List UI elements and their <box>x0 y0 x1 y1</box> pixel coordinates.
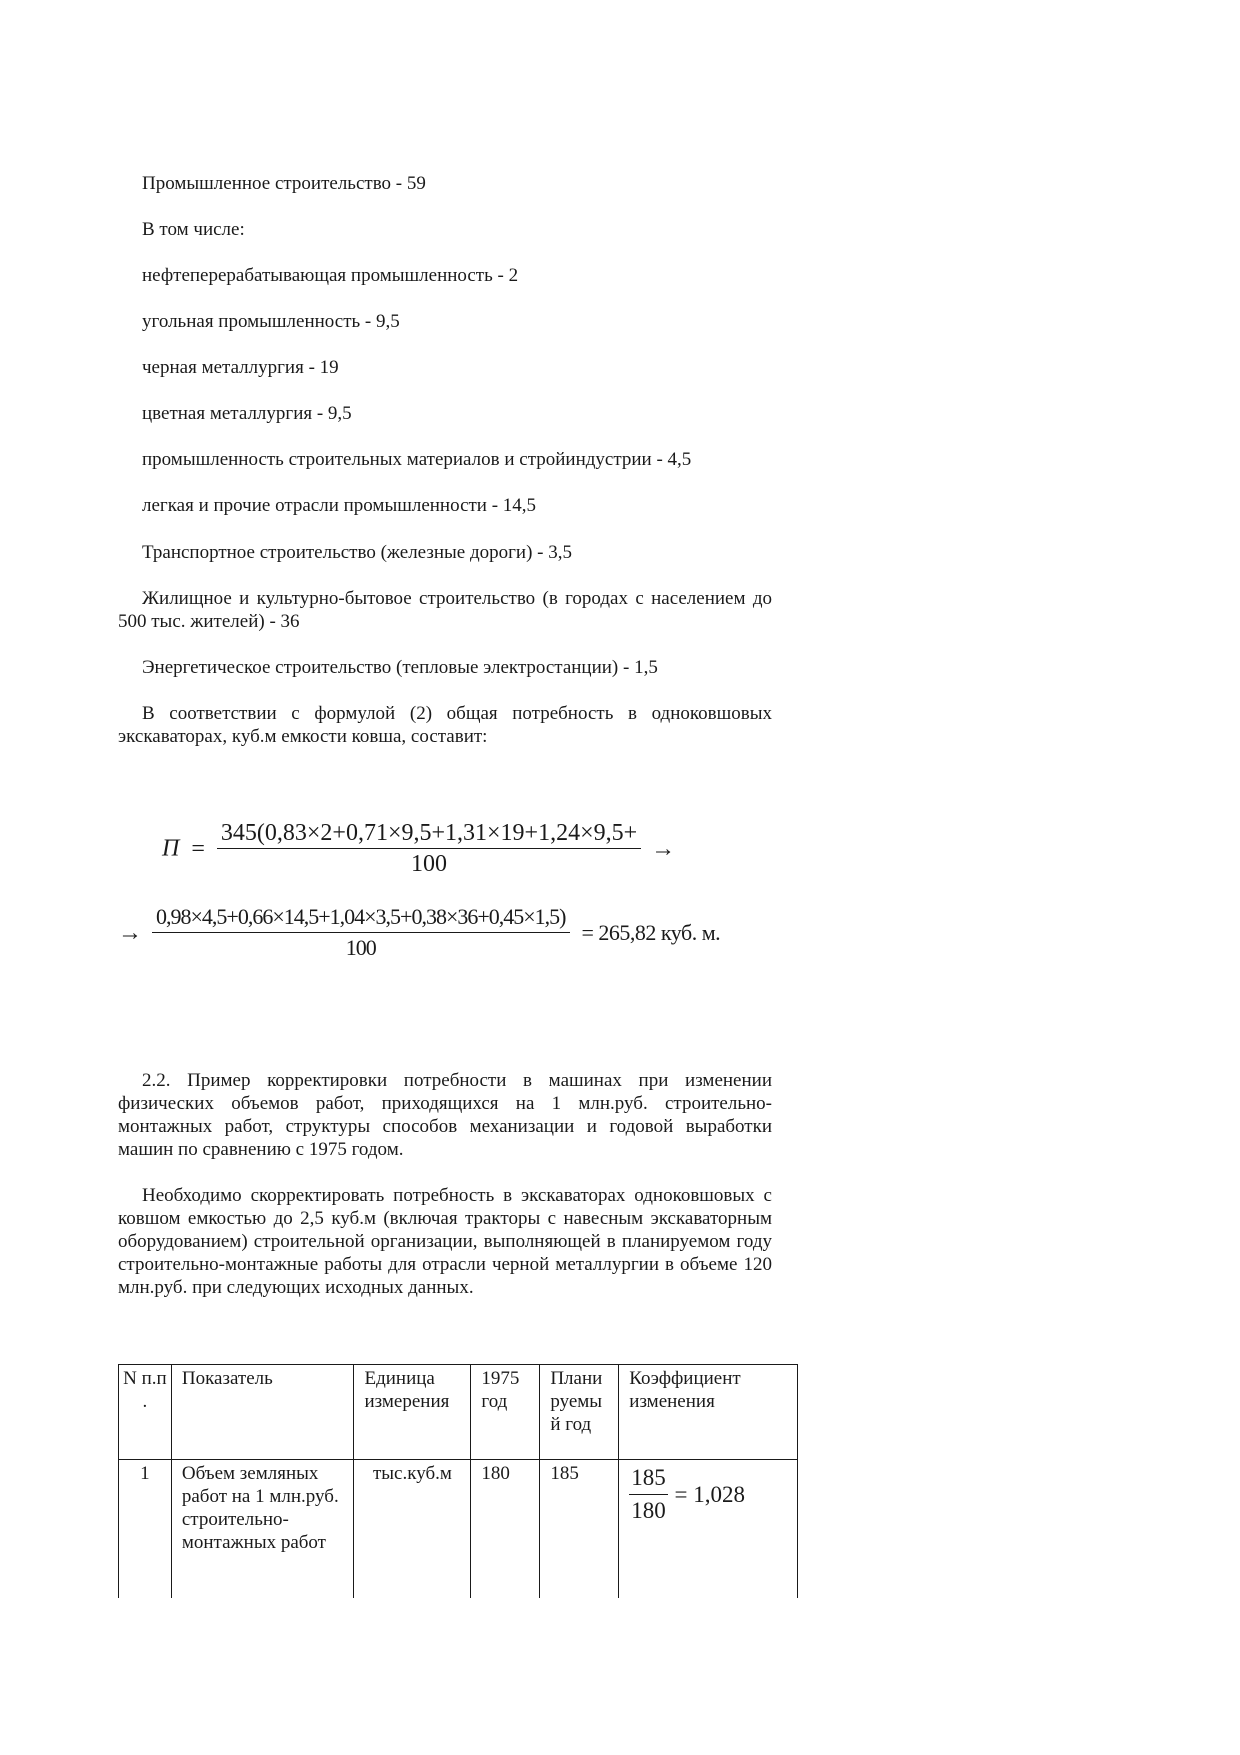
formula-fraction-2 <box>152 902 570 963</box>
formula-line-1 <box>162 818 675 879</box>
header-unit: Единица измерения <box>354 1365 471 1460</box>
formula-fraction-1 <box>217 818 641 879</box>
cell-planned: 185 <box>540 1460 619 1598</box>
formula-line-2 <box>118 902 720 963</box>
table-header-row <box>119 1365 798 1460</box>
coefficient-denominator: 180 <box>629 1494 668 1527</box>
formula-result: = 265,82 куб. м. <box>581 919 721 945</box>
paragraph-energy: Энергетическое строительство (тепловые электростанции) - 1,5 <box>142 657 658 678</box>
paragraph-nonferrous-metallurgy: цветная металлургия - 9,5 <box>142 403 352 424</box>
paragraph-formula-intro: В соответствии с формулой (2) общая потребность в одноковшовых экскаваторах, куб.м емкости ковша, составит: <box>118 703 772 747</box>
paragraph-oil-refining: нефтеперерабатывающая промышленность - 2 <box>142 265 519 286</box>
paragraph-section-2-2: 2.2. Пример корректировки потребности в машинах при изменении физических объемов работ, приходящихся на 1 млн.руб. строительно-монтажных работ, структуры способов механизации и годовой выработки машин по сравнению с 1975 годом. <box>118 1070 772 1160</box>
coefficient-numerator: 185 <box>631 1465 666 1490</box>
paragraph-transport: Транспортное строительство (железные дороги) - 3,5 <box>142 542 573 563</box>
header-indicator: Показатель <box>171 1365 354 1460</box>
cell-1975: 180 <box>471 1460 540 1598</box>
formula-denominator-1: 100 <box>217 848 641 879</box>
paragraph-light-industry: легкая и прочие отрасли промышленности - 14,5 <box>142 495 537 516</box>
formula-numerator-1: 345(0,83×2+0,71×9,5+1,31×19+1,24×9,5+ <box>220 820 638 846</box>
formula-arrow-left: → <box>118 919 142 946</box>
header-number: N п.п . <box>119 1365 172 1460</box>
header-1975: 1975 год <box>471 1365 540 1460</box>
paragraph-ferrous-metallurgy: черная металлургия - 19 <box>142 357 339 378</box>
paragraph-coal: угольная промышленность - 9,5 <box>142 311 400 332</box>
coefficient-fraction <box>629 1462 668 1527</box>
formula-arrow-right: → <box>651 835 676 862</box>
header-planned: Плани руемы й год <box>540 1365 619 1460</box>
paragraph-industrial: Промышленное строительство - 59 <box>142 173 426 194</box>
coefficient-result: = 1,028 <box>674 1481 746 1507</box>
formula-numerator-2: 0,98×4,5+0,66×14,5+1,04×3,5+0,38×36+0,45×1,5) <box>156 904 566 929</box>
paragraph-housing: Жилищное и культурно-бытовое строительство (в городах с населением до 500 тыс. жителей) - 36 <box>118 588 772 632</box>
formula-equals: = <box>191 835 205 862</box>
paragraph-including: В том числе: <box>142 219 245 240</box>
header-coefficient: Коэффициент изменения <box>619 1365 798 1460</box>
paragraph-building-materials: промышленность строительных материалов и стройиндустрии - 4,5 <box>142 449 692 470</box>
cell-coefficient <box>619 1460 798 1598</box>
formula-lhs: П <box>162 835 180 862</box>
cell-unit: тыс.куб.м <box>354 1460 471 1598</box>
cell-indicator: Объем земляных работ на 1 млн.руб. строительно-монтажных работ <box>171 1460 354 1598</box>
source-data-table <box>118 1364 798 1598</box>
table-row <box>119 1460 798 1598</box>
paragraph-task: Необходимо скорректировать потребность в экскаваторах одноковшовых с ковшом емкостью до 2,5 куб.м (включая тракторы с навесным экскаваторным оборудованием) строительной организации, выполняющей в планируемом году строительно-монтажные работы для отрасли черной металлургии в объеме 120 млн.руб. при следующих исходных данных. <box>118 1185 772 1298</box>
formula-denominator-2: 100 <box>152 932 570 963</box>
cell-number: 1 <box>119 1460 172 1598</box>
